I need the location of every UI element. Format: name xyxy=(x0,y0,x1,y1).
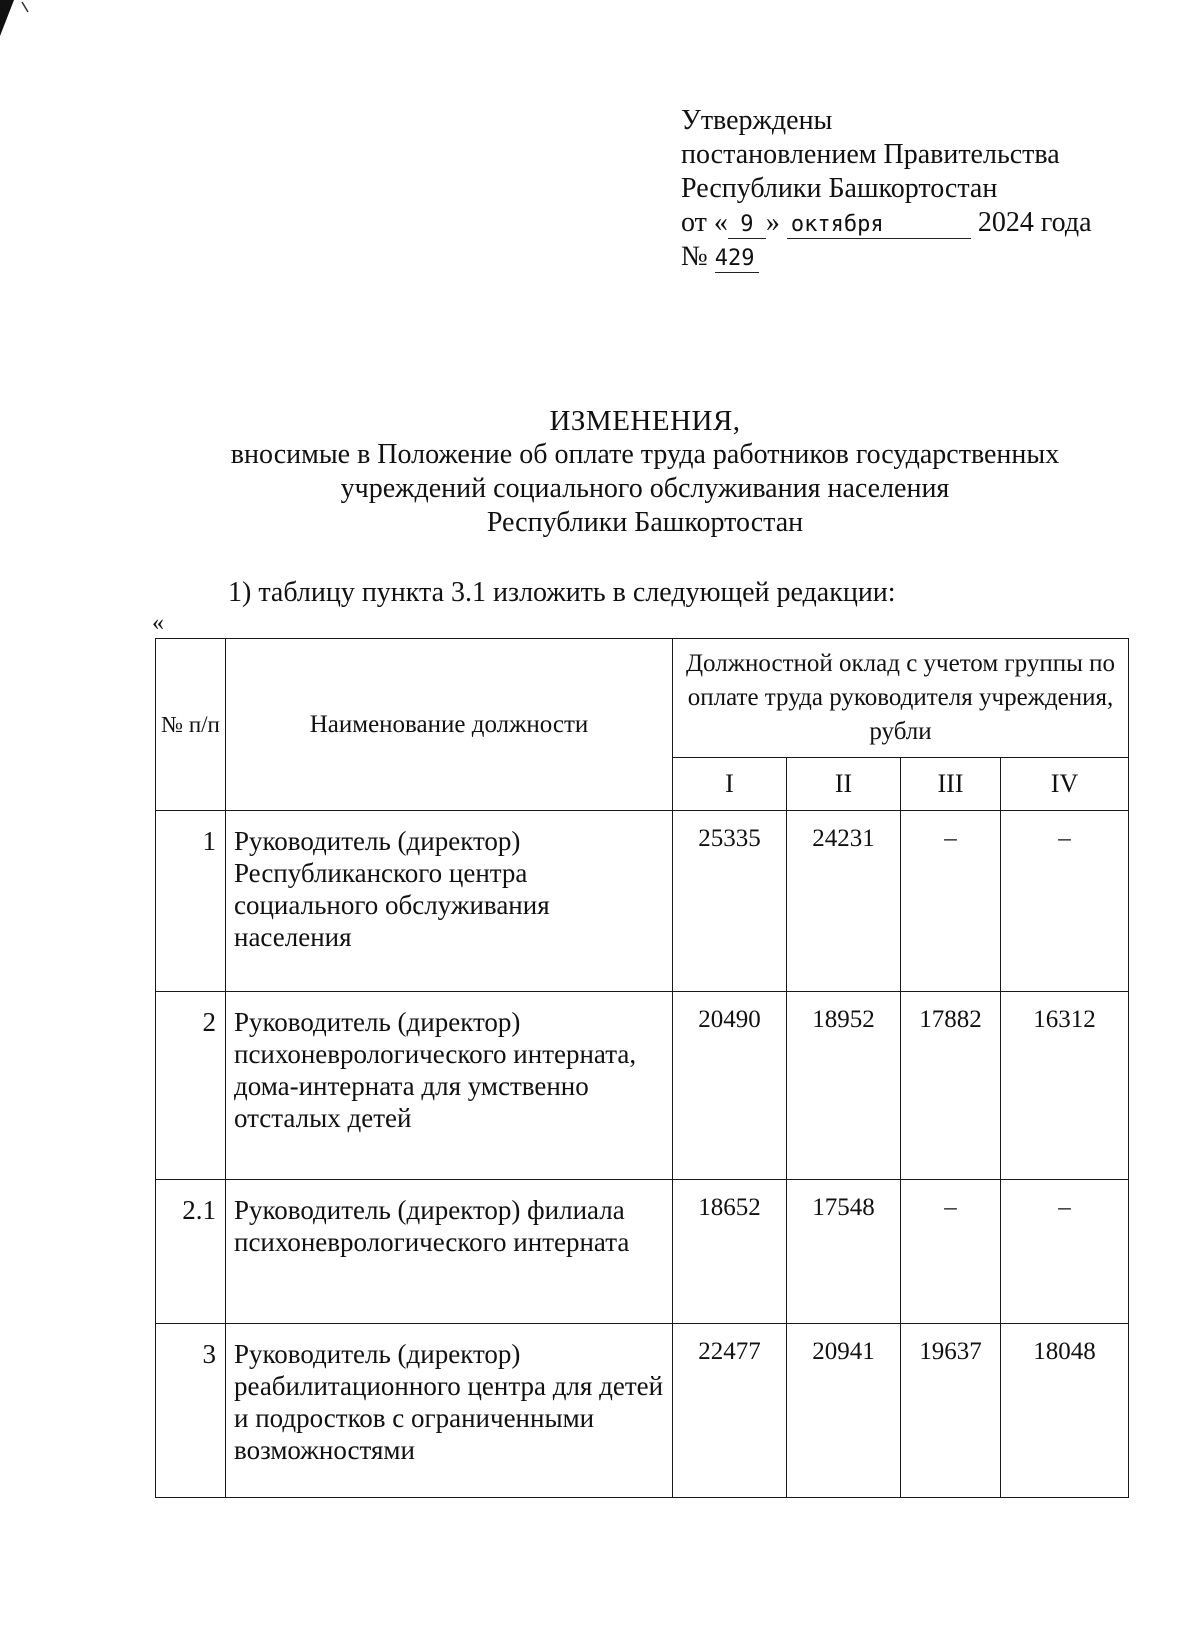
row-number: 2 xyxy=(156,992,226,1180)
salary-group-3: – xyxy=(901,1180,1001,1324)
date-year: 2024 года xyxy=(977,207,1092,238)
salary-group-4: – xyxy=(1001,1180,1129,1324)
approval-line-approved: Утверждены xyxy=(681,105,833,136)
date-prefix: от « xyxy=(681,207,728,238)
position-name: Руководитель (директор) реабилитационного центра для детей и подростков с ограниченными возможностями xyxy=(226,1324,673,1498)
header-group-3: III xyxy=(901,758,1001,811)
position-name: Руководитель (директор) Республиканского центра социального обслуживания населения xyxy=(226,811,673,992)
heading-title: ИЗМЕНЕНИЯ, xyxy=(549,405,741,437)
handwritten-day: 9 xyxy=(728,212,766,239)
row-number: 3 xyxy=(156,1324,226,1498)
row-number: 1 xyxy=(156,811,226,992)
header-salary: Должностной оклад с учетом группы по оплате труда руководителя учреждения, рубли xyxy=(673,639,1129,758)
heading-line-3: Республики Башкортостан xyxy=(486,507,804,538)
salary-group-2: 18952 xyxy=(787,992,901,1180)
salary-group-1: 20490 xyxy=(673,992,787,1180)
approval-line-republic: Республики Башкортостан xyxy=(681,173,998,204)
header-position-name: Наименование должности xyxy=(226,639,673,811)
document-heading xyxy=(150,404,1140,540)
row-number: 2.1 xyxy=(156,1180,226,1324)
header-group-4: IV xyxy=(1001,758,1129,811)
approval-line-resolution: постановлением Правительства xyxy=(681,139,1060,170)
salary-group-3: 17882 xyxy=(901,992,1001,1180)
table-row xyxy=(156,992,1129,1180)
date-mid: » xyxy=(765,207,780,238)
amendment-item-1: 1) таблицу пункта 3.1 изложить в следующей редакции: xyxy=(228,577,896,608)
handwritten-number: 429 xyxy=(715,246,759,273)
table-row xyxy=(156,1180,1129,1324)
handwritten-month: октября xyxy=(787,212,971,239)
position-name: Руководитель (директор) психоневрологического интерната, дома-интерната для умственно отсталых детей xyxy=(226,992,673,1180)
salary-group-3: – xyxy=(901,811,1001,992)
table-row xyxy=(156,1324,1129,1498)
header-group-1: I xyxy=(673,758,787,811)
approval-block xyxy=(681,104,1092,274)
opening-quote: « xyxy=(152,610,164,636)
approval-number-line xyxy=(681,240,1092,274)
salary-group-4: 16312 xyxy=(1001,992,1129,1180)
table-row xyxy=(156,811,1129,992)
salary-group-3: 19637 xyxy=(901,1324,1001,1498)
position-name: Руководитель (директор) филиала психоневрологического интерната xyxy=(226,1180,673,1324)
salary-table xyxy=(155,638,1129,1498)
salary-group-2: 24231 xyxy=(787,811,901,992)
scan-artifact-mark xyxy=(0,0,30,40)
salary-group-4: – xyxy=(1001,811,1129,992)
approval-date-line xyxy=(681,206,1092,240)
number-sign: № xyxy=(681,241,708,272)
salary-group-1: 22477 xyxy=(673,1324,787,1498)
header-group-2: II xyxy=(787,758,901,811)
salary-group-4: 18048 xyxy=(1001,1324,1129,1498)
salary-group-1: 18652 xyxy=(673,1180,787,1324)
heading-line-2: учреждений социального обслуживания населения xyxy=(340,473,950,504)
salary-group-2: 20941 xyxy=(787,1324,901,1498)
salary-group-2: 17548 xyxy=(787,1180,901,1324)
salary-group-1: 25335 xyxy=(673,811,787,992)
heading-line-1: вносимые в Положение об оплате труда работников государственных xyxy=(230,439,1060,470)
header-number: № п/п xyxy=(156,639,226,811)
